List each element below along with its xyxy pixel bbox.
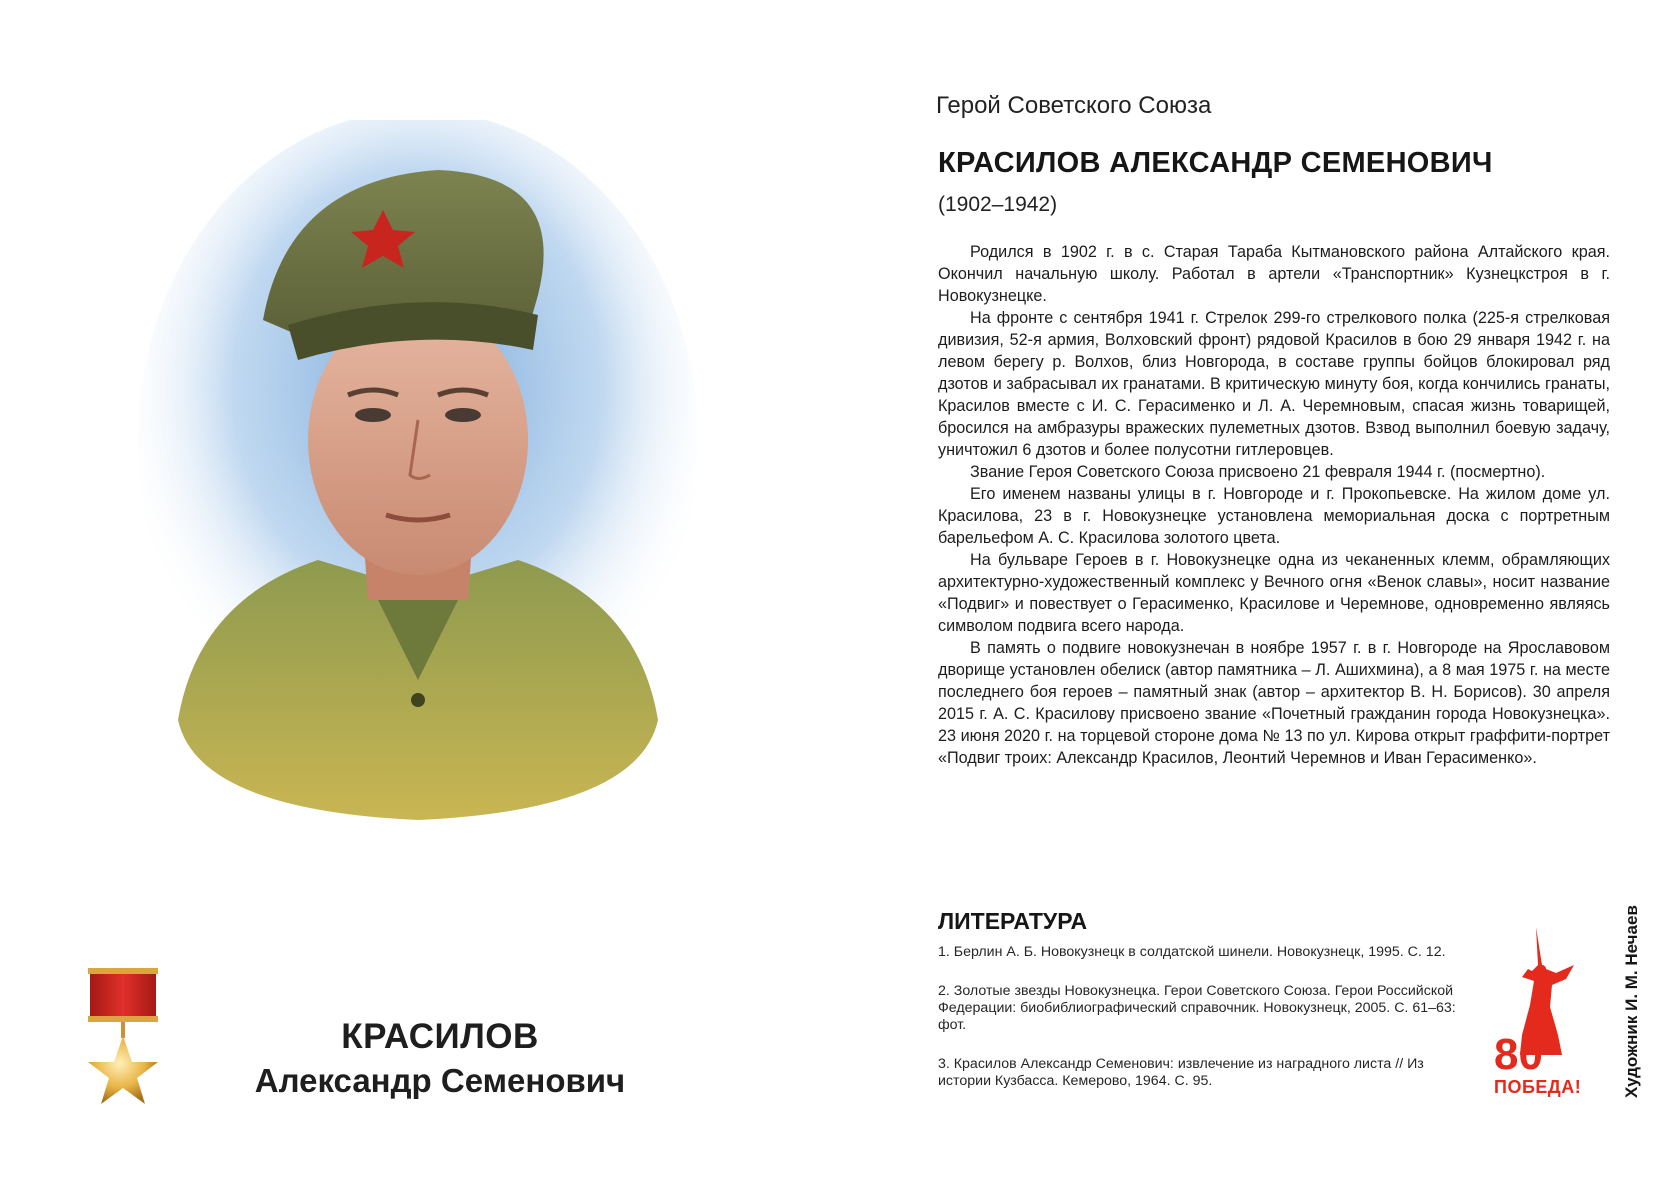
bio-paragraph: Родился в 1902 г. в с. Старая Тараба Кытмановского района Алтайского края. Окончил начальную школу. Работал в артели «Транспортник» Кузнецкстроя в г. Новокузнецке. (938, 243, 1610, 305)
page-title: КРАСИЛОВ АЛЕКСАНДР СЕМЕНОВИЧ (938, 147, 1493, 179)
logo-word: ПОБЕДА! (1494, 1077, 1582, 1097)
page-subtitle: Герой Советского Союза (936, 92, 1212, 119)
bio-paragraph: Звание Героя Советского Союза присвоено 21 февраля 1944 г. (посмертно). (970, 463, 1546, 481)
hero-name-caption (200, 1015, 680, 1103)
gold-star-medal-icon (88, 968, 158, 1104)
bio-paragraph: В память о подвиге новокузнечан в ноябре 1957 г. в г. Новгороде на Ярославовом дворище установлен обелиск (автор памятника – Л. Ашихмина), а 8 мая 1975 г. на месте последнего боя героев – памятный знак (автор – архитектор В. Н. Борисов). 30 апреля 2015 г. А. С. Красилову присвоено звание «Почетный гражданин города Новокузнецка». 23 июня 2020 г. на торцевой стороне дома № 13 по ул. Кирова открыт граффити-портрет «Подвиг троих: Александр Красилов, Леонтий Черемнов и Иван Герасименко». (938, 639, 1610, 767)
literature-list (938, 944, 1458, 1112)
bio-paragraph: На бульваре Героев в г. Новокузнецке одна из чеканенных клемм, обрамляющих архитектурно-художественный комплекс у Вечного огня «Венок славы», носит название «Подвиг» и повествует о Герасименко, Красилове и Черемнове, одновременно являясь символом подвига всего народа. (938, 551, 1610, 635)
caption-given-name: Александр Семенович (254, 1062, 626, 1099)
literature-heading: ЛИТЕРАТУРА (938, 908, 1088, 934)
caption-surname: КРАСИЛОВ (341, 1017, 539, 1056)
bio-paragraph: На фронте с сентября 1941 г. Стрелок 299-го стрелкового полка (225-я стрелковая дивизия, 52-я армия, Волховский фронт) рядовой Красилов в бою 29 января 1942 г. на левом берегу р. Волхов, близ Новгорода, в составе группы бойцов блокировал ряд дзотов и забрасывал их гранатами. В критическую минуту боя, когда кончились гранаты, Красилов вместе с И. С. Герасименко и Л. А. Черемновым, спасая жизнь товарищей, бросился на амбразуры вражеских пулеметных дзотов. Взвод выполнил боевую задачу, уничтожил 6 дзотов и более полусотни гитлеровцев. (938, 309, 1610, 459)
artist-credit: Художник И. М. Нечаев (1622, 905, 1641, 1098)
life-years: (1902–1942) (938, 193, 1058, 216)
victory-80-logo (1492, 925, 1588, 1105)
literature-item: 1. Берлин А. Б. Новокузнецк в солдатской шинели. Новокузнецк, 1995. С. 12. (938, 944, 1446, 960)
portrait-painting (118, 120, 716, 862)
logo-number: 80 (1494, 1030, 1543, 1079)
bio-paragraph: Его именем названы улицы в г. Новгороде и г. Прокопьевске. На жилом доме ул. Красилова, 23 в г. Новокузнецке установлена мемориальная доска с портретным барельефом А. С. Красилова золотого цвета. (938, 485, 1610, 547)
biography-text (938, 241, 1610, 769)
literature-item: 3. Красилов Александр Семенович: извлечение из наградного листа // Из истории Кузбасса. Кемерово, 1964. С. 95. (938, 1056, 1424, 1089)
literature-item: 2. Золотые звезды Новокузнецка. Герои Советского Союза. Герои Российской Федерации: биобиблиографический справочник. Новокузнецк, 2005. С. 61–63: фот. (938, 983, 1456, 1033)
